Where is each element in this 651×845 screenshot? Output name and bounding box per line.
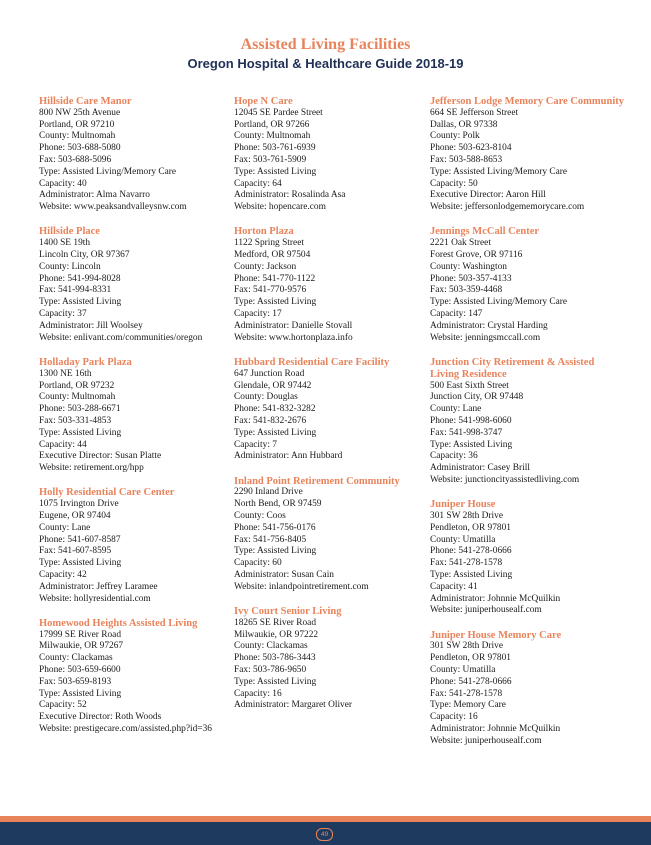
facility-detail: Administrator: Alma Navarro [39, 190, 150, 201]
facility-detail: 800 NW 25th Avenue [39, 107, 121, 118]
facility-detail: Fax: 503-786-9650 [234, 665, 307, 676]
facility-detail: Administrator: Jill Woolsey [39, 320, 143, 331]
facility-detail: Type: Assisted Living [234, 166, 317, 177]
facility-detail: 301 SW 28th Drive [430, 511, 503, 521]
facility-detail: County: Multnomah [39, 131, 116, 142]
facility-listing [430, 499, 626, 617]
facility-name: Junction City Retirement & Assisted Living Residence [430, 356, 595, 380]
facility-detail: Website: enlivant.com/communities/oregon [39, 332, 203, 343]
facility-detail: Administrator: Johnnie McQuilkin [430, 724, 561, 735]
facility-detail: Phone: 503-357-4133 [430, 273, 512, 284]
facility-detail: Milwaukie, OR 97267 [39, 641, 124, 652]
facility-detail: Phone: 541-278-0666 [430, 676, 512, 687]
facility-detail: Pendleton, OR 97801 [430, 522, 511, 533]
facility-detail: County: Coos [234, 511, 286, 521]
facility-detail: Phone: 541-832-3282 [234, 404, 316, 415]
facility-listing [234, 226, 430, 344]
facility-detail: Capacity: 37 [39, 309, 87, 320]
facility-detail: Fax: 503-359-4468 [430, 285, 503, 296]
facility-detail: Website: juniperhousealf.com [430, 605, 542, 616]
facility-detail: Type: Assisted Living [39, 558, 122, 569]
facility-detail: Junction City, OR 97448 [430, 392, 524, 403]
page-title: Assisted Living Facilities [240, 36, 411, 53]
facility-detail: Capacity: 17 [234, 309, 282, 320]
facility-detail: Website: junctioncityassistedliving.com [430, 474, 580, 485]
facility-detail: Phone: 541-994-8028 [39, 273, 121, 284]
facility-detail: Executive Director: Roth Woods [39, 712, 162, 723]
facility-detail: Type: Assisted Living [430, 439, 513, 450]
facility-detail: Forest Grove, OR 97116 [430, 250, 523, 261]
facility-listing [234, 96, 430, 214]
facility-detail: Website: inlandpointretirement.com [234, 581, 369, 592]
facility-name: Jefferson Lodge Memory Care Community [430, 96, 625, 107]
facility-listing [39, 487, 235, 605]
facility-detail: Type: Assisted Living [234, 546, 317, 557]
facility-detail: 18265 SE River Road [234, 617, 317, 628]
facility-detail: County: Lane [430, 404, 482, 415]
facility-name: Jennings McCall Center [430, 226, 540, 238]
facility-detail: Type: Assisted Living [39, 297, 122, 308]
facility-detail: Administrator: Crystal Harding [430, 320, 548, 331]
facility-detail: County: Multnomah [234, 131, 311, 142]
facility-detail: Website: hollyresidential.com [39, 593, 151, 604]
facility-detail: Type: Assisted Living/Memory Care [430, 166, 568, 177]
facility-detail: Type: Assisted Living/Memory Care [39, 166, 177, 177]
facility-detail: Administrator: Susan Cain [234, 569, 334, 580]
facility-detail: Capacity: 147 [430, 309, 483, 320]
facility-detail: Type: Assisted Living/Memory Care [430, 297, 568, 308]
listing-column-1 [39, 96, 235, 748]
facility-detail: Fax: 541-278-1578 [430, 688, 503, 699]
page-number: 49 [316, 828, 333, 841]
facility-detail: County: Clackamas [39, 653, 113, 664]
facility-detail: Capacity: 64 [234, 178, 282, 189]
facility-detail: North Bend, OR 97459 [234, 499, 322, 510]
facility-detail: Capacity: 41 [430, 581, 478, 592]
facility-name: Hillside Place [39, 226, 100, 238]
facility-detail: 500 East Sixth Street [430, 380, 509, 391]
facility-detail: Glendale, OR 97442 [234, 380, 312, 391]
facility-listing [39, 96, 235, 214]
facility-detail: Phone: 541-998-6060 [430, 415, 512, 426]
facility-detail: Milwaukie, OR 97222 [234, 629, 319, 640]
facility-name: Hubbard Residential Care Facility [234, 356, 390, 368]
facility-detail: Fax: 541-756-8405 [234, 534, 307, 545]
facility-detail: Type: Assisted Living [430, 569, 513, 580]
facility-listing [39, 357, 235, 475]
facility-listing [39, 618, 235, 736]
facility-detail: County: Lincoln [39, 261, 101, 272]
facility-detail: Phone: 503-659-6600 [39, 665, 121, 676]
facility-detail: Administrator: Jeffrey Laramee [39, 581, 158, 592]
facility-detail: Type: Assisted Living [234, 297, 317, 308]
facility-detail: Administrator: Ann Hubbard [234, 451, 343, 462]
facility-detail: Capacity: 16 [430, 712, 478, 723]
facility-detail: County: Multnomah [39, 392, 116, 403]
facility-detail: Capacity: 42 [39, 569, 87, 580]
facility-detail: Capacity: 7 [234, 439, 277, 450]
facility-name: Juniper House [430, 499, 496, 511]
facility-detail: Portland, OR 97232 [39, 380, 115, 391]
facility-detail: Administrator: Johnnie McQuilkin [430, 593, 561, 604]
facility-detail: Executive Director: Susan Platte [39, 451, 162, 462]
facility-detail: Fax: 503-761-5909 [234, 154, 307, 165]
facility-detail: Eugene, OR 97404 [39, 511, 111, 521]
facility-detail: 2221 Oak Street [430, 238, 491, 249]
facility-name: Homewood Heights Assisted Living [39, 617, 198, 629]
facility-detail: Fax: 541-607-8595 [39, 546, 112, 557]
listing-column-2 [234, 96, 430, 725]
facility-listing [430, 226, 626, 344]
facility-detail: Phone: 503-623-8104 [430, 143, 512, 154]
facility-detail: Fax: 541-832-2676 [234, 415, 307, 426]
facility-detail: Administrator: Casey Brill [430, 463, 530, 474]
facility-detail: Medford, OR 97504 [234, 250, 311, 261]
facility-detail: County: Douglas [234, 392, 298, 403]
facility-detail: Website: hopencare.com [234, 202, 326, 213]
facility-detail: 647 Junction Road [234, 368, 305, 379]
facility-detail: Phone: 503-288-6671 [39, 404, 121, 415]
facility-detail: Website: www.peaksandvalleysnw.com [39, 202, 187, 213]
facility-listing [234, 476, 430, 594]
facility-listing [430, 96, 626, 214]
facility-detail: Phone: 503-786-3443 [234, 653, 316, 664]
facility-detail: Website: jenningsmccall.com [430, 332, 541, 343]
facility-detail: County: Umatilla [430, 534, 496, 545]
facility-detail: Fax: 503-331-4853 [39, 415, 112, 426]
facility-detail: County: Washington [430, 261, 507, 272]
facility-detail: 1300 NE 16th [39, 368, 92, 379]
facility-detail: 301 SW 28th Drive [430, 641, 503, 652]
facility-detail: Capacity: 44 [39, 439, 87, 450]
facility-detail: Type: Assisted Living [234, 427, 317, 438]
facility-detail: Fax: 541-278-1578 [430, 558, 503, 569]
facility-listing [39, 226, 235, 344]
facility-detail: 2290 Inland Drive [234, 487, 303, 498]
facility-detail: 17999 SE River Road [39, 629, 122, 640]
facility-detail: County: Clackamas [234, 641, 308, 652]
facility-detail: Dallas, OR 97338 [430, 119, 498, 130]
facility-detail: County: Umatilla [430, 665, 496, 676]
facility-name: Horton Plaza [234, 226, 294, 238]
facility-detail: Administrator: Margaret Oliver [234, 700, 353, 711]
facility-detail: 1075 Irvington Drive [39, 499, 119, 510]
facility-detail: Administrator: Danielle Stovall [234, 320, 353, 331]
facility-detail: Fax: 503-688-5096 [39, 154, 112, 165]
facility-name: Hope N Care [234, 96, 293, 107]
facility-detail: Phone: 541-756-0176 [234, 522, 316, 533]
facility-name: Inland Point Retirement Community [234, 475, 400, 487]
facility-detail: Administrator: Rosalinda Asa [234, 190, 346, 201]
facility-detail: Phone: 541-278-0666 [430, 546, 512, 557]
facility-detail: Website: www.hortonplaza.info [234, 332, 353, 343]
facility-detail: Fax: 503-588-8653 [430, 154, 503, 165]
facility-detail: Phone: 541-770-1122 [234, 273, 316, 284]
facility-detail: Phone: 503-761-6939 [234, 143, 316, 154]
facility-name: Hillside Care Manor [39, 96, 132, 107]
facility-detail: Portland, OR 97210 [39, 119, 115, 130]
facility-name: Holly Residential Care Center [39, 487, 175, 499]
facility-detail: 12045 SE Pardee Street [234, 107, 323, 118]
facility-detail: Capacity: 36 [430, 451, 478, 462]
facility-detail: Capacity: 50 [430, 178, 478, 189]
facility-detail: Executive Director: Aaron Hill [430, 190, 546, 201]
facility-name: Juniper House Memory Care [430, 629, 562, 641]
listing-column-3 [430, 96, 626, 760]
facility-listing [234, 357, 430, 463]
page-subtitle: Oregon Hospital & Healthcare Guide 2018-19 [187, 56, 464, 71]
facility-detail: Type: Assisted Living [39, 427, 122, 438]
facility-detail: Phone: 503-688-5080 [39, 143, 121, 154]
facility-detail: Portland, OR 97266 [234, 119, 310, 130]
facility-listing [430, 630, 626, 748]
facility-detail: Website: juniperhousealf.com [430, 735, 542, 746]
facility-detail: 664 SE Jefferson Street [430, 107, 519, 118]
facility-detail: Website: jeffersonlodgememorycare.com [430, 202, 585, 213]
facility-detail: 1122 Spring Street [234, 238, 304, 249]
facility-detail: Fax: 503-659-8193 [39, 676, 112, 687]
facility-detail: Lincoln City, OR 97367 [39, 250, 130, 261]
facility-detail: Phone: 541-607-8587 [39, 534, 121, 545]
facility-name: Holladay Park Plaza [39, 356, 132, 368]
facility-detail: Type: Assisted Living [234, 676, 317, 687]
facility-detail: County: Lane [39, 522, 91, 533]
facility-detail: Capacity: 16 [234, 688, 282, 699]
facility-listing [430, 357, 626, 487]
facility-detail: Fax: 541-998-3747 [430, 427, 503, 438]
facility-name: Ivy Court Senior Living [234, 606, 342, 618]
facility-detail: Website: retirement.org/hpp [39, 463, 144, 474]
facility-detail: Fax: 541-770-9576 [234, 285, 307, 296]
facility-detail: 1400 SE 19th [39, 238, 91, 249]
facility-detail: Capacity: 52 [39, 700, 87, 711]
facility-detail: Capacity: 60 [234, 558, 282, 569]
facility-listing [234, 606, 430, 712]
facility-detail: Pendleton, OR 97801 [430, 653, 511, 664]
facility-detail: Type: Memory Care [430, 700, 506, 711]
facility-detail: Fax: 541-994-8331 [39, 285, 112, 296]
facility-detail: Type: Assisted Living [39, 688, 122, 699]
facility-detail: Website: prestigecare.com/assisted.php?id=36 [39, 724, 212, 735]
facility-detail: County: Polk [430, 131, 480, 142]
facility-detail: County: Jackson [234, 261, 297, 272]
facility-detail: Capacity: 40 [39, 178, 87, 189]
